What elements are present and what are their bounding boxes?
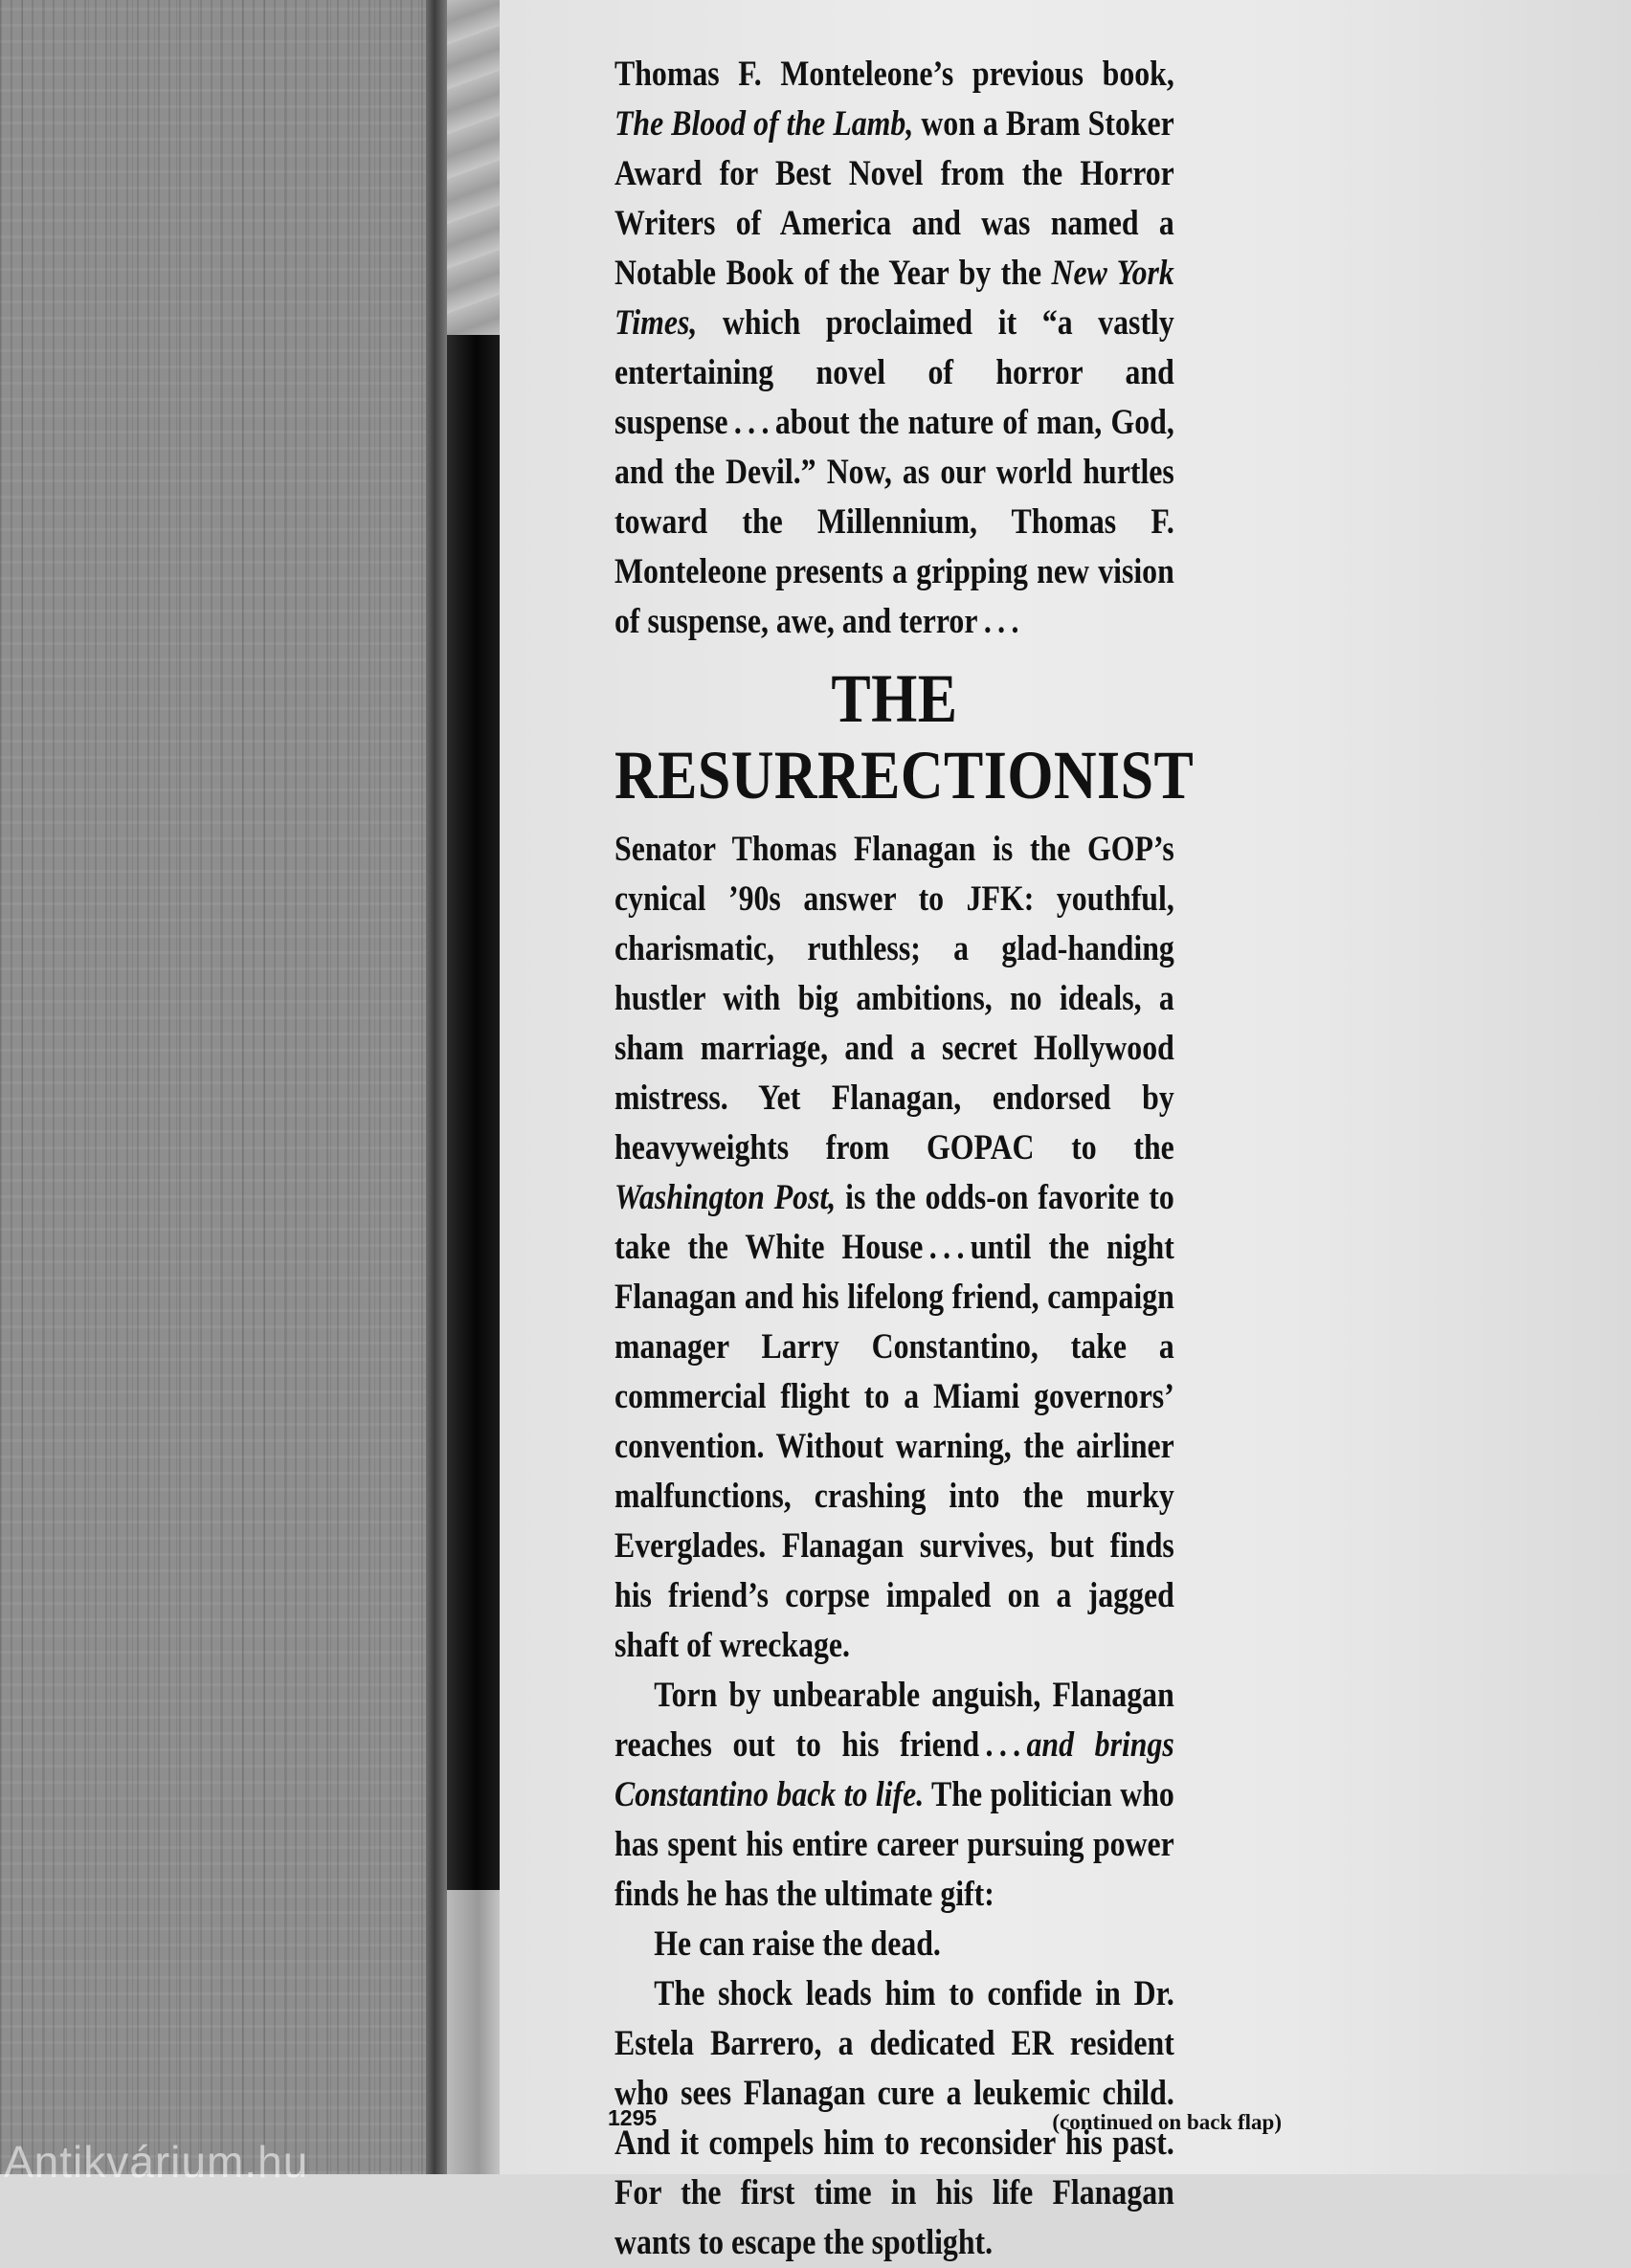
synopsis-text-2a: Torn by unbearable anguish, Flanagan reaches out to his friend . . . bbox=[614, 1676, 1174, 1765]
spine-top-band bbox=[447, 0, 500, 335]
price-code: 1295 bbox=[608, 2105, 658, 2130]
synopsis-text-1b: is the odds-on favorite to take the White House . . . until the night Flanagan and his lifelong friend, campaign manager Larry Constantino, take a commercial flight to a Miami governors’ convention. Without warning, the airliner malfunctions, crashing into the murky Everglades. Flanagan survives, but finds his friend’s corpse impaled on a jagged shaft of wreckage. bbox=[614, 1178, 1174, 1665]
continued-note: (continued on back flap) bbox=[1052, 2110, 1282, 2134]
synopsis-text-1a: Senator Thomas Flanagan is the GOP’s cynical ’90s answer to JFK: youthful, charismatic, ruthless; a glad-handing hustler with big ambitions, no ideals, a sham marriage, and a secret Hollywood mistress. Yet Flanagan, endorsed by heavyweights from GOPAC to the bbox=[614, 830, 1174, 1167]
synopsis-paragraph-2 bbox=[614, 1671, 1174, 1920]
spine-bottom-band bbox=[447, 1890, 500, 2174]
intro-newspaper-title: New York Times, bbox=[614, 254, 1174, 343]
intro-book-title: The Blood of the Lamb, bbox=[614, 104, 914, 144]
synopsis-paragraph-3: He can raise the dead. bbox=[654, 1924, 941, 1964]
synopsis-italic-phrase: and brings Constantino back to life. bbox=[614, 1725, 1174, 1814]
intro-text-3: which proclaimed it “a vastly entertaining novel of horror and suspense . . . about the nature of man, God, and the Devil.” Now, as our world hurtles toward the Millennium, Thomas F. Monteleone presents a gripping new vision of suspense, awe, and terror . . . bbox=[614, 303, 1174, 641]
intro-text-2: won a Bram Stoker Award for Best Novel from the Horror Writers of America and was named a Notable Book of the Year by the bbox=[614, 104, 1174, 293]
flap-copy bbox=[614, 50, 1195, 2268]
intro-text-1: Thomas F. Monteleone’s previous book, bbox=[614, 55, 1174, 94]
synopsis-newspaper-title: Washington Post, bbox=[614, 1178, 837, 1217]
spine-dark-band bbox=[447, 335, 500, 1890]
book-title-heading: THE RESURRECTIONIST bbox=[614, 660, 1195, 813]
synopsis-paragraph-1 bbox=[614, 825, 1174, 1671]
watermark-text: Antikvárium.hu bbox=[4, 2137, 309, 2187]
synopsis-text-2b: The politician who has spent his entire career pursuing power finds he has the ultimate gift: bbox=[614, 1775, 1174, 1914]
left-textured-board bbox=[0, 0, 436, 2174]
front-flap-page bbox=[500, 0, 1631, 2262]
board-edge bbox=[426, 0, 447, 2174]
intro-paragraph bbox=[614, 50, 1174, 647]
synopsis-paragraph-4: The shock leads him to confide in Dr. Estela Barrero, a dedicated ER resident who sees Flanagan cure a leukemic child. And it compels him to reconsider his past. For the first time in his life Flanagan wants to escape the spotlight. bbox=[614, 1974, 1174, 2262]
